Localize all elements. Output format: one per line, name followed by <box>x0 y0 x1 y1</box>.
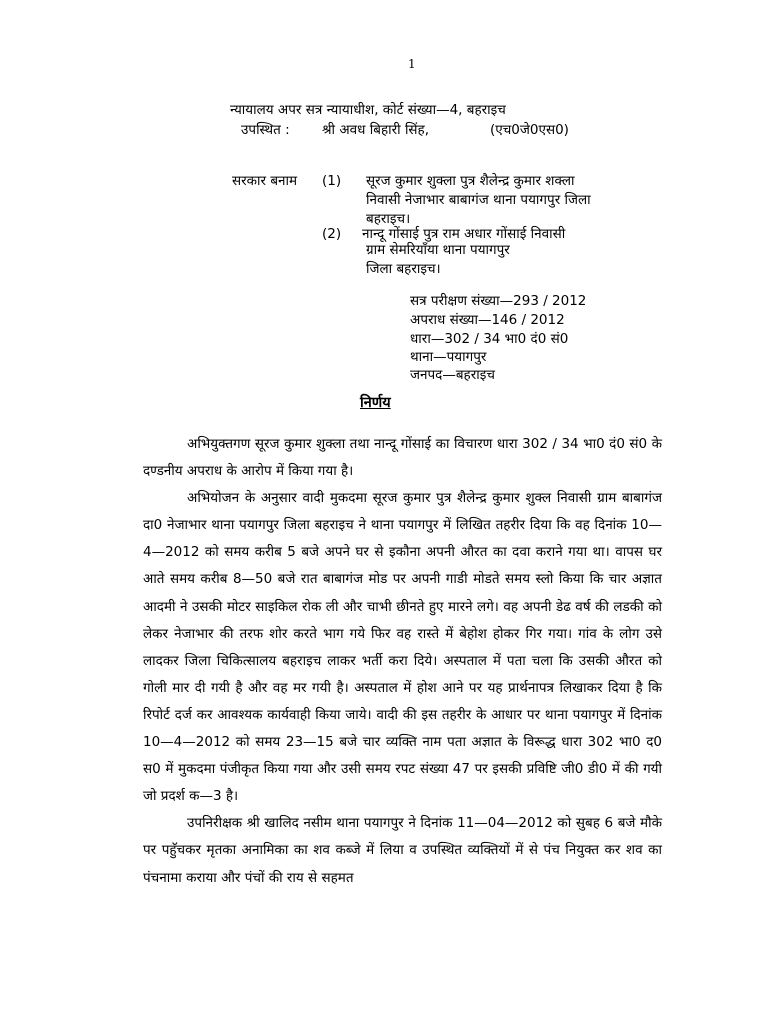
paragraph: अभियुक्तगण सूरज कुमार शुक्ला तथा नान्दू गोंसाई का विचारण धारा 302 / 34 भा0 दं0 सं0 के दण्डनीय अपराध के आरोप में किया गया है। <box>143 436 662 480</box>
accused-2-line: नान्दू गोंसाई पुत्र राम अधार गोंसाई निवासी <box>362 226 566 242</box>
case-detail: सत्र परीक्षण संख्या—293 / 2012 <box>410 293 587 309</box>
accused-1-number: (1) <box>322 173 342 189</box>
presence-label: उपस्थित : <box>241 122 290 138</box>
accused-1-line: बहराइच। <box>366 211 411 227</box>
accused-2-line: ग्राम सेमरियॉंया थाना पयागपुर <box>366 242 510 258</box>
page-number: 1 <box>408 57 416 71</box>
accused-1-line: सूरज कुमार शुक्ला पुत्र शैलेन्द्र कुमार शक्ला <box>366 173 575 189</box>
court-name: न्यायालय अपर सत्र न्यायाधीश, कोर्ट संख्या—4, बहराइच <box>230 102 506 118</box>
judgment-body <box>143 431 662 892</box>
accused-2-number: (2) <box>322 226 342 242</box>
accused-1-line: निवासी नेजाभार बाबागंज थाना पयागपुर जिला <box>366 192 591 208</box>
judge-name: श्री अवध बिहारी सिंह, <box>322 122 430 138</box>
state-vs-label: सरकार बनाम <box>232 173 298 189</box>
paragraph: उपनिरीक्षक श्री खालिद नसीम थाना पयागपुर ने दिनांक 11—04—2012 को सुबह 6 बजे मौके पर पहुॅचकर मृतका अनामिका का शव कब्जे में लिया व उपस्थित व्यक्तियों में से पंच नियुक्त कर शव का पंचनामा कराया और पंचों की राय से सहमत <box>143 815 662 886</box>
judge-code: (एच0जे0एस0) <box>490 122 569 138</box>
case-detail: अपराध संख्या—146 / 2012 <box>410 312 565 328</box>
accused-2-line: जिला बहराइच। <box>366 261 441 277</box>
case-detail: धारा—302 / 34 भा0 दं0 सं0 <box>410 331 569 347</box>
case-detail: थाना—पयागपुर <box>410 349 487 365</box>
judgment-title: निर्णय <box>360 395 391 411</box>
paragraph: अभियोजन के अनुसार वादी मुकदमा सूरज कुमार पुत्र शैलेन्द्र कुमार शुक्ल निवासी ग्राम बाबागंज दा0 नेजाभार थाना पयागपुर जिला बहराइच ने थाना पयागपुर में लिखित तहरीर दिया कि वह दिनांक 10—4—2012 को समय करीब 5 बजे अपने घर से इकौना अपनी औरत का दवा कराने गया था। वापस घर आते समय करीब 8—50 बजे रात बाबागंज मोड पर अपनी गाडी मोडते समय स्लो किया कि चार अज्ञात आदमी ने उसकी मोटर साइकिल रोक ली और चाभी छीनते हुए मारने लगे। वह अपनी डेढ वर्ष की लडकी को लेकर नेजाभार की तरफ शोर करते भाग गये फिर वह रास्ते में बेहोश होकर गिर गया। गांव के लोग उसे लादकर जिला चिकित्सालय बहराइच लाकर भर्ती करा दिये। अस्पताल में पता चला कि उसकी औरत को गोली मार दी गयी है और वह मर गयी है। अस्पताल में होश आने पर यह प्रार्थनापत्र लिखाकर दिया है कि रिपोर्ट दर्ज कर आवश्यक कार्यवाही किया जाये। वादी की इस तहरीर के आधार पर थाना पयागपुर में दिनांक 10—4—2012 को समय 23—15 बजे चार व्यक्ति नाम पता अज्ञात के विरूद्ध धारा 302 भा0 द0 स0 में मुकदमा पंजीकृत किया गया और उसी समय रपट संख्या 47 पर इसकी प्रविष्टि जी0 डी0 में की गयी जो प्रदर्श क—3 है। <box>143 490 662 805</box>
case-detail: जनपद—बहराइच <box>410 367 495 383</box>
